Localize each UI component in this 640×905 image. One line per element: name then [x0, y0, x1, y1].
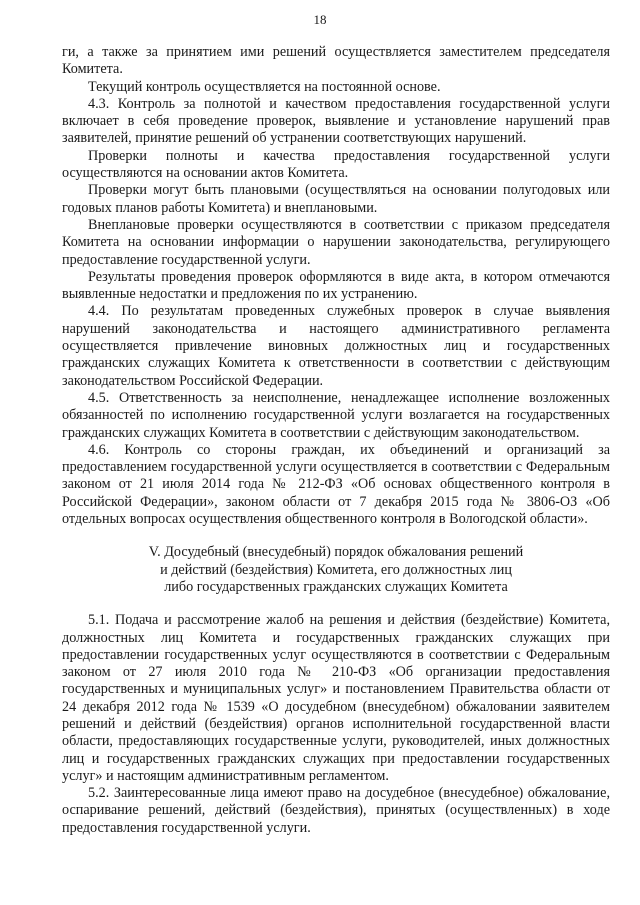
paragraph: Проверки полноты и качества предоставления государственной услуги осуществляются на основании актов Комитета.	[62, 147, 610, 182]
section-heading-line: либо государственных гражданских служащих Комитета	[164, 578, 508, 595]
section-heading-line: V. Досудебный (внесудебный) порядок обжалования решений	[148, 544, 524, 561]
section-four-text	[62, 44, 610, 528]
page-number: 18	[313, 12, 327, 27]
section-five-text	[62, 612, 610, 837]
paragraph: 4.3. Контроль за полнотой и качеством предоставления государственной услуги включает в себя проведение проверок, выявление и установление нарушений прав заявителей, принятие решений об устранении соответствующих нарушений.	[62, 95, 610, 147]
paragraph: 4.4. По результатам проведенных служебных проверок в случае выявления нарушений законодательства и настоящего административного регламента осуществляется привлечение виновных должностных лиц и государственных гражданских служащих Комитета к ответственности в соответствии с действующим законодательством Российской Федерации.	[62, 303, 610, 389]
paragraph: Внеплановые проверки осуществляются в соответствии с приказом председателя Комитета на основании информации о нарушении законодательства, регулирующего предоставление государственной услуги.	[62, 216, 610, 268]
paragraph: Текущий контроль осуществляется на постоянной основе.	[88, 78, 441, 95]
paragraph: 4.5. Ответственность за неисполнение, ненадлежащее исполнение возложенных обязанностей по исполнению государственной услуги возлагается на государственных гражданских служащих Комитета в соответствии с действующим законодательством.	[62, 389, 610, 441]
paragraph: 5.2. Заинтересованные лица имеют право на досудебное (внесудебное) обжалование, оспаривание решений, действий (бездействия), принятых (осуществленных) в ходе предоставления государственной услуги.	[62, 785, 610, 836]
document-body	[62, 44, 610, 837]
paragraph: Проверки могут быть плановыми (осуществляться на основании полугодовых или годовых планов работы Комитета) и внеплановыми.	[62, 182, 610, 216]
paragraph: Результаты проведения проверок оформляются в виде акта, в котором отмечаются выявленные недостатки и предложения по их устранению.	[62, 268, 610, 303]
paragraph: 4.6. Контроль со стороны граждан, их объединений и организаций за предоставлением государственной услуги осуществляется в соответствии с Федеральным законом от 21 июля 2014 года № 212-ФЗ «Об основах общественного контроля в Российской Федерации», законом области от 7 декабря 2015 года № 3806-ОЗ «Об отдельных вопросах осуществления общественного контроля в Вологодской области».	[62, 441, 610, 528]
section-heading	[62, 544, 610, 596]
paragraph: 5.1. Подача и рассмотрение жалоб на решения и действия (бездействие) Комитета, должностных лиц Комитета и государственных гражданских служащих при предоставлении государственных услуг осуществляются в соответствии с Федеральным законом от 27 июля 2010 года № 210-ФЗ «Об организации предоставления государственных и муниципальных услуг» и постановлением Правительства области от 24 декабря 2012 года № 1539 «О досудебном (внесудебном) обжаловании заявителем решений и действий (бездействия) органов исполнительной государственной власти области, предоставляющих государственные услуги, руководителей, иных должностных лиц и государственных гражданских служащих при предоставлении государственных услуг» и настоящим административным регламентом.	[62, 612, 610, 784]
paragraph: ги, а также за принятием ими решений осуществляется заместителем председателя Комитета.	[62, 44, 610, 78]
section-heading-line: и действий (бездействия) Комитета, его должностных лиц	[160, 561, 512, 578]
